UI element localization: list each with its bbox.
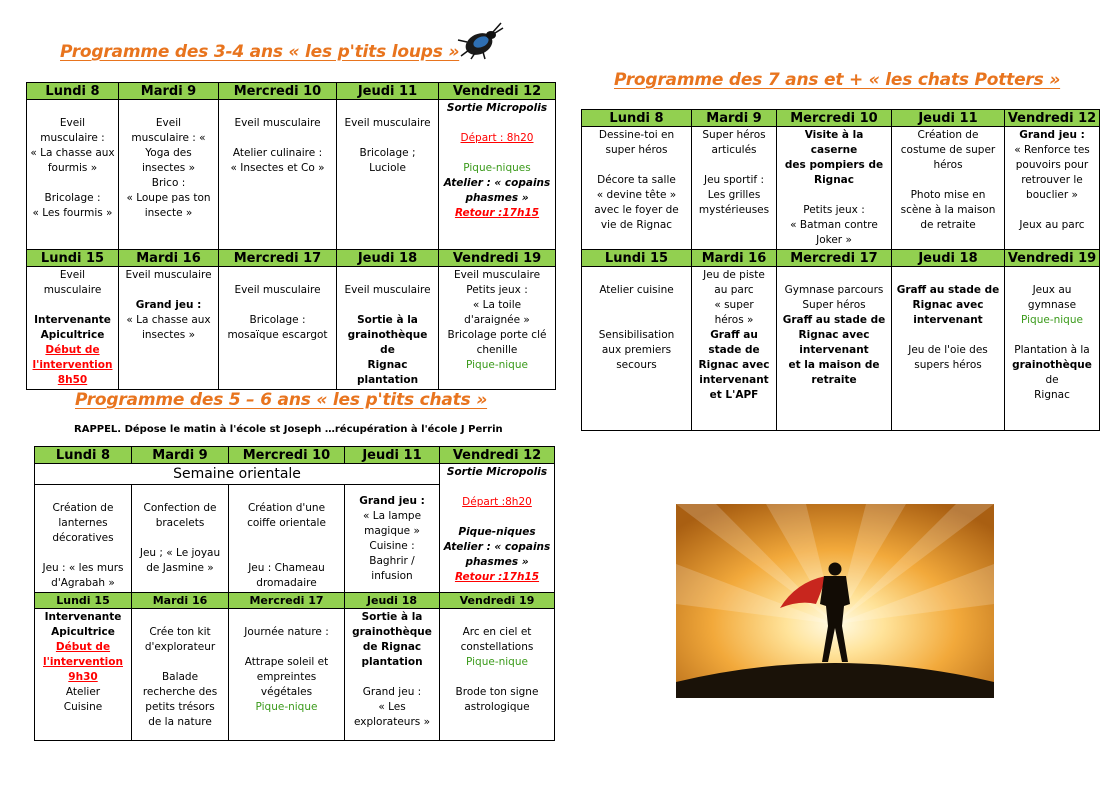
activity-cell: Eveil musculaire Intervenante Apicultrice Début de l'intervention 8h50	[27, 267, 119, 390]
title-ptits-chats: Programme des 5 – 6 ans « les p'tits chats »	[75, 390, 488, 410]
week-theme: Semaine orientale	[35, 464, 440, 485]
activity-cell: Grand jeu : « La lampe magique » Cuisine : Baghrir / infusion	[345, 485, 440, 593]
day-header: Jeudi 18	[345, 593, 440, 609]
day-header: Lundi 15	[27, 250, 119, 267]
rappel-note: RAPPEL. Dépose le matin à l'école st Joseph …récupération à l'école J Perrin	[74, 424, 503, 435]
schedule-ptits-chats	[34, 446, 555, 741]
day-header: Jeudi 18	[892, 250, 1005, 267]
activity-cell: Grand jeu : « Renforce tes pouvoirs pour retrouver le bouclier » Jeux au parc	[1005, 127, 1100, 250]
activity-cell: Atelier cuisine Sensibilisation aux premiers secours	[582, 267, 692, 431]
activity-cell: Eveil musculaire : « Yoga des insectes » Brico : « Loupe pas ton insecte »	[119, 100, 219, 250]
day-header: Vendredi 12	[440, 447, 555, 464]
activity-cell: Visite à la caserne des pompiers de Rignac Petits jeux : « Batman contre Joker »	[777, 127, 892, 250]
activity-cell: Eveil musculaire Grand jeu : « La chasse aux insectes »	[119, 267, 219, 390]
day-header: Mardi 16	[119, 250, 219, 267]
day-header: Mercredi 10	[229, 447, 345, 464]
day-header: Mercredi 10	[777, 110, 892, 127]
day-header: Jeudi 11	[337, 83, 439, 100]
activity-cell: Sortie Micropolis Départ : 8h20 Pique-niques Atelier : « copains phasmes » Retour :17h15	[439, 100, 556, 250]
activity-cell: Sortie Micropolis Départ :8h20 Pique-niques Atelier : « copains phasmes » Retour :17h15	[440, 464, 555, 593]
activity-cell: Crée ton kit d'explorateur Balade recherche des petits trésors de la nature	[132, 609, 229, 741]
day-header: Vendredi 19	[439, 250, 556, 267]
beetle-icon	[455, 20, 505, 60]
day-header: Mardi 16	[132, 593, 229, 609]
activity-cell: Création de costume de super héros Photo mise en scène à la maison de retraite	[892, 127, 1005, 250]
day-header: Mardi 16	[692, 250, 777, 267]
schedule-ptits-loups	[26, 82, 556, 390]
activity-cell: Eveil musculaire : « La chasse aux fourmis » Bricolage : « Les fourmis »	[27, 100, 119, 250]
activity-cell: Arc en ciel et constellations Pique-nique Brode ton signe astrologique	[440, 609, 555, 741]
activity-cell: Graff au stade de Rignac avec intervenant Jeu de l'oie des supers héros	[892, 267, 1005, 431]
day-header: Vendredi 12	[1005, 110, 1100, 127]
activity-cell: Jeu de piste au parc « super héros » Graff au stade de Rignac avec intervenant et L'APF	[692, 267, 777, 431]
day-header: Lundi 8	[582, 110, 692, 127]
day-header: Mercredi 17	[777, 250, 892, 267]
activity-cell: Confection de bracelets Jeu ; « Le joyau de Jasmine »	[132, 485, 229, 593]
day-header: Mercredi 17	[219, 250, 337, 267]
day-header: Vendredi 19	[440, 593, 555, 609]
activity-cell: Journée nature : Attrape soleil et empreintes végétales Pique-nique	[229, 609, 345, 741]
activity-cell: Dessine-toi en super héros Décore ta salle « devine tête » avec le foyer de vie de Rignac	[582, 127, 692, 250]
activity-cell: Création de lanternes décoratives Jeu : « les murs d'Agrabah »	[35, 485, 132, 593]
day-header: Jeudi 11	[345, 447, 440, 464]
day-header: Mercredi 10	[219, 83, 337, 100]
superhero-illustration	[676, 504, 994, 698]
activity-cell: Eveil musculaire Bricolage : mosaïque escargot	[219, 267, 337, 390]
activity-cell: Eveil musculaire Atelier culinaire : « Insectes et Co »	[219, 100, 337, 250]
day-header: Lundi 15	[35, 593, 132, 609]
day-header: Lundi 8	[27, 83, 119, 100]
activity-cell: Jeux au gymnase Pique-nique Plantation à la grainothèque de Rignac	[1005, 267, 1100, 431]
activity-cell: Création d'une coiffe orientale Jeu : Chameau dromadaire	[229, 485, 345, 593]
day-header: Mardi 9	[119, 83, 219, 100]
activity-cell: Eveil musculaire Sortie à la grainothèque de Rignac plantation	[337, 267, 439, 390]
day-header: Mercredi 17	[229, 593, 345, 609]
activity-cell: Intervenante Apicultrice Début de l'intervention 9h30 Atelier Cuisine	[35, 609, 132, 741]
activity-cell: Super héros articulés Jeu sportif : Les grilles mystérieuses	[692, 127, 777, 250]
day-header: Mardi 9	[692, 110, 777, 127]
day-header: Mardi 9	[132, 447, 229, 464]
day-header: Lundi 8	[35, 447, 132, 464]
schedule-chats-potters	[581, 109, 1100, 431]
activity-cell: Eveil musculaire Petits jeux : « La toile d'araignée » Bricolage porte clé chenille Pique-nique	[439, 267, 556, 390]
day-header: Jeudi 11	[892, 110, 1005, 127]
day-header: Vendredi 12	[439, 83, 556, 100]
day-header: Lundi 15	[582, 250, 692, 267]
activity-cell: Gymnase parcours Super héros Graff au stade de Rignac avec intervenant et la maison de retraite	[777, 267, 892, 431]
day-header: Jeudi 18	[337, 250, 439, 267]
title-ptits-loups: Programme des 3-4 ans « les p'tits loups »	[60, 42, 460, 62]
activity-cell: Eveil musculaire Bricolage ; Luciole	[337, 100, 439, 250]
activity-cell: Sortie à la grainothèque de Rignac plantation Grand jeu : « Les explorateurs »	[345, 609, 440, 741]
day-header: Vendredi 19	[1005, 250, 1100, 267]
title-chats-potters: Programme des 7 ans et + « les chats Potters »	[614, 70, 1061, 90]
